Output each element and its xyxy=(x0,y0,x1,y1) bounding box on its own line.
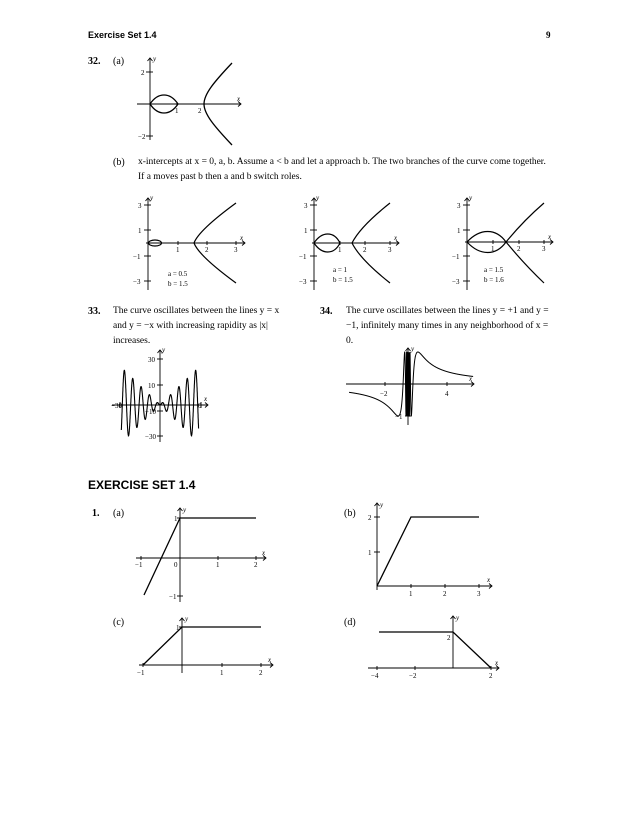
graph-1b-xtick: 2 xyxy=(443,590,447,598)
exercise-1a-label: (a) xyxy=(113,508,125,519)
page-number: 9 xyxy=(546,30,551,40)
problem-32-part-b-label: (b) xyxy=(113,157,125,168)
graph-1a-xtick: 1 xyxy=(216,561,220,569)
graph-32b-3-xtick: 3 xyxy=(542,245,546,253)
graph-1d-xtick: 2 xyxy=(489,672,493,680)
graph-32a-y-label: y xyxy=(153,55,157,63)
graph-33-ytick: −10 xyxy=(145,408,156,416)
graph-32b-2-ytick: −3 xyxy=(299,278,307,286)
graph-32b-3-ytick: −1 xyxy=(452,253,460,261)
graph-32a-tick: −2 xyxy=(138,133,146,141)
graph-1b-xtick: 1 xyxy=(409,590,413,598)
exercise-1b-label: (b) xyxy=(344,508,356,519)
graph-33-xtick: 0 xyxy=(198,402,202,410)
graph-32b-2-x-label: x xyxy=(394,234,398,242)
graph-32b-2-xtick: 1 xyxy=(338,246,342,254)
exercise-1d-label: (d) xyxy=(344,617,356,628)
graph-32b-2-param-b: b = 1.5 xyxy=(333,276,353,284)
graph-33-y-label: y xyxy=(162,346,166,354)
graph-33-xtick: −30 xyxy=(111,402,122,410)
graph-32b-3-y-label: y xyxy=(469,194,473,202)
graph-1c-xtick: 2 xyxy=(259,669,263,677)
graph-32b-2-param-a: a = 1 xyxy=(333,266,348,274)
graph-1c-y-label: y xyxy=(185,615,189,623)
graph-32b-1-xtick: 1 xyxy=(176,246,180,254)
graph-1b-y-label: y xyxy=(380,501,384,509)
graph-32b-2-xtick: 3 xyxy=(388,246,392,254)
problem-33-number: 33. xyxy=(88,306,101,317)
problem-32-number: 32. xyxy=(88,56,101,67)
graph-33-ytick: −30 xyxy=(145,433,156,441)
graph-1c-xtick: 1 xyxy=(220,669,224,677)
graph-1d-ytick: 2 xyxy=(447,634,451,642)
graph-33-ytick: 10 xyxy=(148,382,155,390)
graph-32b-1-ytick: −1 xyxy=(133,253,141,261)
graph-34-xtick: 4 xyxy=(445,390,449,398)
graph-34-xtick: −2 xyxy=(380,390,388,398)
graph-1a-x-label: x xyxy=(262,549,266,557)
graph-1a-y-label: y xyxy=(183,506,187,514)
graph-32a-tick: 2 xyxy=(198,107,202,115)
problem-32-part-a-label: (a) xyxy=(113,56,125,67)
graph-1c-xtick: −1 xyxy=(137,669,145,677)
graph-32b-3-x-label: x xyxy=(548,233,552,241)
graph-32b-3-xtick: 1 xyxy=(491,245,495,253)
graph-32b-3-ytick: 1 xyxy=(457,227,461,235)
graph-1d-y-label: y xyxy=(456,614,460,622)
graph-32b-1-param-b: b = 1.5 xyxy=(168,280,188,288)
graph-34-x-label: x xyxy=(469,375,473,383)
graph-32b-1-ytick: 3 xyxy=(138,202,142,210)
graph-33-ytick: 30 xyxy=(148,356,155,364)
graph-32b-1-x-label: x xyxy=(240,234,244,242)
graph-1d-xtick: −2 xyxy=(409,672,417,680)
graph-1b-ytick: 1 xyxy=(368,549,372,557)
graph-1d-x-label: x xyxy=(495,659,499,667)
graph-1c-x-label: x xyxy=(268,656,272,664)
problem-34-number: 34. xyxy=(320,306,333,317)
graph-32a-x-label: x xyxy=(237,95,241,103)
graph-32a-tick: 1 xyxy=(175,107,179,115)
graph-32b-2-ytick: −1 xyxy=(299,253,307,261)
graph-1a-ytick: −1 xyxy=(169,593,177,601)
graph-1a-xtick: −1 xyxy=(135,561,143,569)
graph-32b-3-param-a: a = 1.5 xyxy=(484,266,504,274)
exercise-1c-label: (c) xyxy=(113,617,125,628)
graph-32b-1-xtick: 2 xyxy=(205,246,209,254)
graph-32b-3-xtick: 2 xyxy=(517,245,521,253)
graph-32b-2-ytick: 3 xyxy=(304,202,308,210)
running-header-title: Exercise Set 1.4 xyxy=(88,30,157,40)
graph-1b-xtick: 3 xyxy=(477,590,481,598)
graph-1a-ytick: 1 xyxy=(174,515,178,523)
graph-34-y-label: y xyxy=(411,345,415,353)
graph-32b-2-xtick: 2 xyxy=(363,246,367,254)
graph-1b-x-label: x xyxy=(487,576,491,584)
graph-32b-2-y-label: y xyxy=(316,194,320,202)
graph-33-x-label: x xyxy=(204,395,208,403)
graph-32b-1-ytick: 1 xyxy=(138,227,142,235)
graph-32b-3-param-b: b = 1.6 xyxy=(484,276,504,284)
graph-32b-2-ytick: 1 xyxy=(304,227,308,235)
graph-32b-1-y-label: y xyxy=(150,194,154,202)
exercise-1-number: 1. xyxy=(92,508,100,519)
graph-1c-ytick: 1 xyxy=(176,624,180,632)
graph-34-ytick: −1 xyxy=(395,413,403,421)
graph-1a-xtick: 2 xyxy=(254,561,258,569)
problem-33-text: The curve oscillates between the lines y = x and y = −x with increasing rapidity as |x| increases. xyxy=(113,306,280,346)
problem-34-text: The curve oscillates between the lines y = +1 and y = −1, infinitely many times in any neighborhood of x = 0. xyxy=(346,306,549,346)
graph-32b-1-param-a: a = 0.5 xyxy=(168,270,188,278)
graph-32b-3-ytick: −3 xyxy=(452,278,460,286)
graph-32b-1-ytick: −3 xyxy=(133,278,141,286)
section-title: EXERCISE SET 1.4 xyxy=(88,478,196,492)
problem-32b-text: x-intercepts at x = 0, a, b. Assume a < b and let a approach b. The two branches of the curve come together. If a moves past b then a and b switch roles. xyxy=(138,157,546,182)
graph-32a-tick: 2 xyxy=(141,69,145,77)
graph-32b-1-xtick: 3 xyxy=(234,246,238,254)
graph-1b-ytick: 2 xyxy=(368,514,372,522)
graph-1a-xtick: 0 xyxy=(174,561,178,569)
graph-32b-3-ytick: 3 xyxy=(457,202,461,210)
graph-1d-xtick: −4 xyxy=(371,672,379,680)
